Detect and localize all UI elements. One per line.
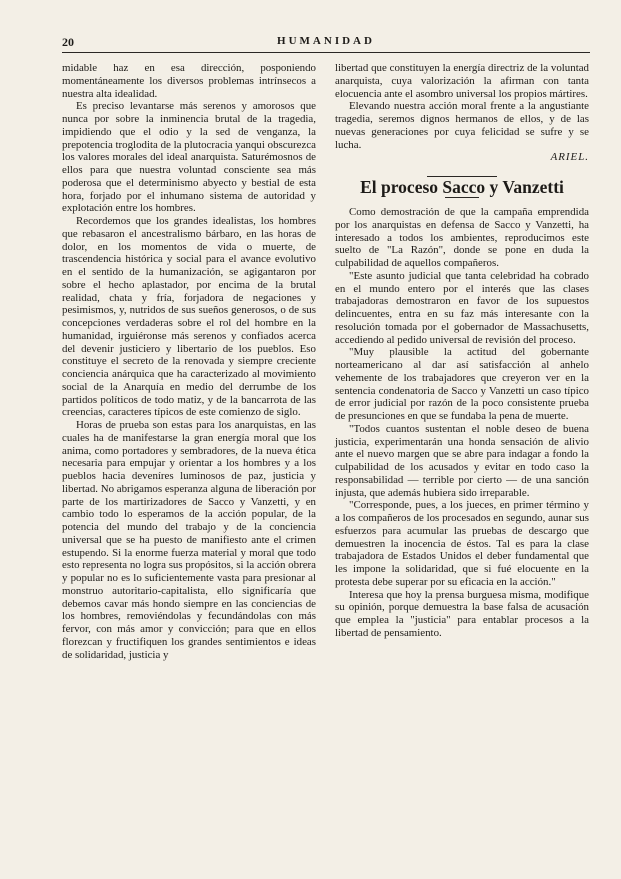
header-rule xyxy=(62,52,590,53)
paragraph: "Este asunto judicial que tanta celebridad ha cobrado en el mundo entero por el interés que las clases trabajadoras demostraron en favor de los supuestos delincuentes, entra en su faz más interesante con la resolución tomada por el gobernador de Massachusetts, accediendo al pedido universal de revisión del proceso. xyxy=(335,269,589,346)
paragraph: Como demostración de que la campaña emprendida por los anarquistas en defensa de Sacco y Vanzetti, ha interesado a todos los ambientes, reproducimos este suelto de "La Razón", donde se pone en duda la culpabilidad de aquellos compañeros. xyxy=(335,206,589,269)
article-title: El proceso Sacco y Vanzetti xyxy=(360,177,564,197)
paragraph: Horas de prueba son estas para los anarquistas, en las cuales ha de manifestarse la gran energía moral que los anima, como portadores y sembradores, de la nueva ética necesaria para empujar y orientar a los hombres y a los pueblos hacia deveníres luminosos de paz, justicia y libertad. No abrigamos esperanza alguna de liberación por parte de los martirizadores de Sacco y Vanzetti, y en cambio todo lo esperamos de la acción popular, de la potencia del mundo del trabajo y de la conciencia universal que se ha puesto de manifiesto ante el crimen estupendo. Si la enorme fuerza material y moral que todo esto representa no logra sus propósitos, si la acción obrera y popular no es lo suficientemente vasta para presionar al monstruo autoritario-capitalista, ello significaría que debemos cavar más hondo siempre en las conciencias de los hombres, removiéndolas y fecundándolas con más fervor, con más amor y convicción; para que en ellos florezcan y fructifiquen los grandes sentimientos e ideas de solidaridad, justicia y xyxy=(62,419,317,661)
author-signature: ARIEL. xyxy=(550,151,589,164)
paragraph: Recordemos que los grandes idealistas, los hombres que rebasaron el ancestralismo bárbaro, en las horas de dolor, en los momentos de vida o muerte, de trascendencia histórica y social para el avance evolutivo en el sentido de la humanización, se agigantaron por sobre el hecho aplastador, por encima de la brutal realidad, chata y fría, forjadora de negaciones y pesimismos, y, nutridos de sus sueños generosos, o de sus concepciones verdaderas sobre el rol del hombre en la humanidad, irguiéronse más serenos y confiados acerca del devenir justiciero y libertario de los pueblos. Eso constituye el secreto de la renovada y siempre creciente conciencia anárquica que ha caracterizado al movimiento social de la Anarquía en medio del derrumbe de los partidos políticos de todo matiz, y de la bancarrota de las creencias, caracteres típicos de este comienzo de siglo. xyxy=(62,215,316,419)
paragraph: libertad que constituyen la energía directriz de la voluntad anarquista, cuya valorización la afirman con tanta elocuencia ante el asombro universal los propios mártires. xyxy=(335,62,589,100)
right-column xyxy=(335,62,589,640)
running-title: HUMANIDAD xyxy=(277,35,375,47)
paragraph: Elevando nuestra acción moral frente a la angustiante tragedia, seremos dignos hermanos de ellos, y de las nuevas generaciones por cuya felicidad se sufre y se lucha. xyxy=(335,100,589,151)
paragraph: "Corresponde, pues, a los jueces, en primer término y a los compañeros de los procesados en segundo, aunar sus esfuerzos para acumular las pruebas de descargo que demuestren la inocencia de éstos. Tal es para la clase trabajadora de Estados Unidos el deber fundamental que les impone la solidaridad, que si fué elocuente en la protesta debe superar por su eficacia en la acción." xyxy=(335,499,589,588)
page-header xyxy=(62,35,590,51)
paragraph: Es preciso levantarse más serenos y amorosos que nunca por sobre la inminencia brutal de la tragedia, impidiendo que el odio y la sed de venganza, la prepotencia troglodita de la plutocracia yanqui obscurezca los valores morales del ideal anarquista. Saturémosnos de ellos para que nuestra voluntad consciente sea más poderosa que el determinismo abyecto y bestial de esta hora, forjado por el inhumano sistema de autoridad y explotación entre los hombres. xyxy=(62,100,316,215)
page-number: 20 xyxy=(62,35,74,49)
paragraph: "Muy plausible la actitud del gobernante norteamericano al dar así satisfacción al anhelo vehemente de los trabajadores que creyeron ver en la sentencia condenatoria de Sacco y Vanzetti un caso típico de error judicial por razón de la poco consistente prueba de presunciones en que se fundaba la pena de muerte. xyxy=(335,346,589,422)
left-column xyxy=(62,62,316,661)
paragraph: midable haz en esa dirección, posponiendo momentáneamente los diversos problemas intrínsecos a nuestra alta idealidad. xyxy=(62,62,316,100)
title-divider xyxy=(445,197,479,198)
paragraph: Interesa que hoy la prensa burguesa misma, modifique su opinión, porque demuestra la base falsa de acusación que emplea la "justicia" para entablar procesos a la libertad de pensamiento. xyxy=(335,588,589,639)
paragraph: "Todos cuantos sustentan el noble deseo de buena justicia, experimentarán una honda sensación de alivio ante el nuevo margen que se abre para indagar a fondo la culpabilidad de los acusados y evitar en todo caso la responsabilidad — terrible por cierto — de una sanción injusta, que además hubiera sido irreparable. xyxy=(335,422,589,499)
